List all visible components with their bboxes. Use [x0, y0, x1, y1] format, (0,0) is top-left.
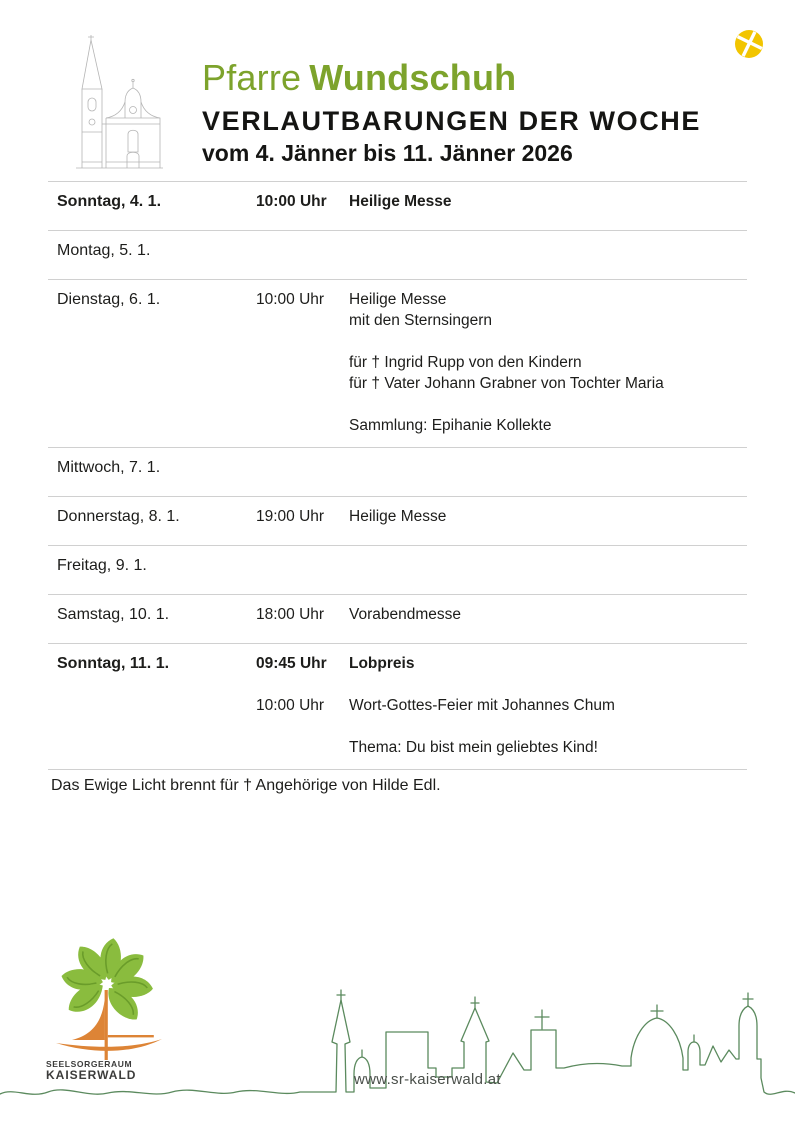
event-time: 10:00 Uhr — [256, 291, 325, 308]
event-time: 09:45 Uhr — [256, 655, 327, 672]
event-line — [256, 716, 747, 737]
ewiges-licht-note: Das Ewige Licht brennt für † Angehörige von Hilde Edl. — [51, 777, 441, 794]
event-line — [256, 604, 747, 625]
event-time: 10:00 Uhr — [256, 193, 327, 210]
event-line — [256, 191, 747, 212]
table-row — [48, 447, 747, 496]
day-label: Sonntag, 4. 1. — [57, 193, 162, 210]
day-label: Mittwoch, 7. 1. — [57, 459, 161, 476]
event-line — [256, 394, 747, 415]
event-line — [256, 310, 747, 331]
event-time — [256, 373, 349, 394]
event-text — [349, 394, 747, 415]
event-line — [256, 289, 747, 310]
event-text: mit den Sternsingern — [349, 312, 493, 329]
header — [202, 56, 701, 167]
event-text: für † Ingrid Rupp von den Kindern — [349, 354, 582, 371]
table-row — [48, 594, 747, 643]
row-events — [247, 457, 747, 485]
event-text: Heilige Messe — [349, 508, 447, 525]
day-label: Dienstag, 6. 1. — [57, 291, 161, 308]
event-line — [256, 653, 747, 674]
event-time: 18:00 Uhr — [256, 606, 325, 623]
row-events — [247, 604, 747, 632]
day-label: Donnerstag, 8. 1. — [57, 508, 180, 525]
event-text: Heilige Messe — [349, 193, 452, 210]
diocese-cross-icon — [732, 27, 766, 61]
schedule-table — [48, 181, 747, 770]
subtitle: VERLAUTBARUNGEN DER WOCHE — [202, 106, 701, 136]
day-label: Montag, 5. 1. — [57, 242, 151, 259]
table-row — [48, 545, 747, 594]
table-row — [48, 279, 747, 447]
event-time — [256, 331, 349, 352]
event-line — [256, 737, 747, 758]
day-label: Freitag, 9. 1. — [57, 557, 147, 574]
event-text: Heilige Messe — [349, 291, 447, 308]
event-line — [256, 331, 747, 352]
row-events — [247, 555, 747, 583]
date-range: vom 4. Jänner bis 11. Jänner 2026 — [202, 140, 573, 166]
row-events — [247, 240, 747, 268]
table-row — [48, 643, 747, 769]
event-time — [256, 415, 349, 436]
event-text: Sammlung: Epihanie Kollekte — [349, 417, 552, 434]
event-time — [256, 352, 349, 373]
table-row — [48, 181, 747, 230]
event-time: 10:00 Uhr — [256, 697, 325, 714]
row-events — [247, 289, 747, 436]
event-text — [349, 674, 747, 695]
org-line2: KAISERWALD — [46, 1068, 137, 1082]
event-line — [256, 373, 747, 394]
title-prefix: Pfarre — [202, 57, 302, 98]
event-text — [349, 716, 747, 737]
event-text: Wort-Gottes-Feier mit Johannes Chum — [349, 697, 615, 714]
event-line — [256, 695, 747, 716]
org-line1: SEELSORGERAUM — [46, 1059, 133, 1069]
event-line — [256, 352, 747, 373]
skyline-drawing — [0, 980, 795, 1124]
event-text: Thema: Du bist mein geliebtes Kind! — [349, 739, 598, 756]
title-name: Wundschuh — [309, 57, 517, 98]
event-text — [349, 331, 747, 352]
row-events — [247, 191, 747, 219]
day-label: Sonntag, 11. 1. — [57, 655, 170, 672]
table-row — [48, 230, 747, 279]
church-drawing-icon — [68, 32, 168, 172]
event-line — [256, 506, 747, 527]
row-events — [247, 653, 747, 758]
event-text: Vorabendmesse — [349, 606, 462, 623]
event-time: 19:00 Uhr — [256, 508, 325, 525]
event-time — [256, 674, 349, 695]
event-time — [256, 310, 349, 331]
event-time — [256, 394, 349, 415]
event-line — [256, 674, 747, 695]
event-time — [256, 737, 349, 758]
event-time — [256, 716, 349, 737]
event-line — [256, 415, 747, 436]
page-title — [202, 56, 701, 100]
event-text: Lobpreis — [349, 655, 415, 672]
website-url: www.sr-kaiserwald.at — [354, 1071, 501, 1088]
day-label: Samstag, 10. 1. — [57, 606, 170, 623]
row-events — [247, 506, 747, 534]
event-text: für † Vater Johann Grabner von Tochter Maria — [349, 375, 664, 392]
table-row — [48, 496, 747, 545]
